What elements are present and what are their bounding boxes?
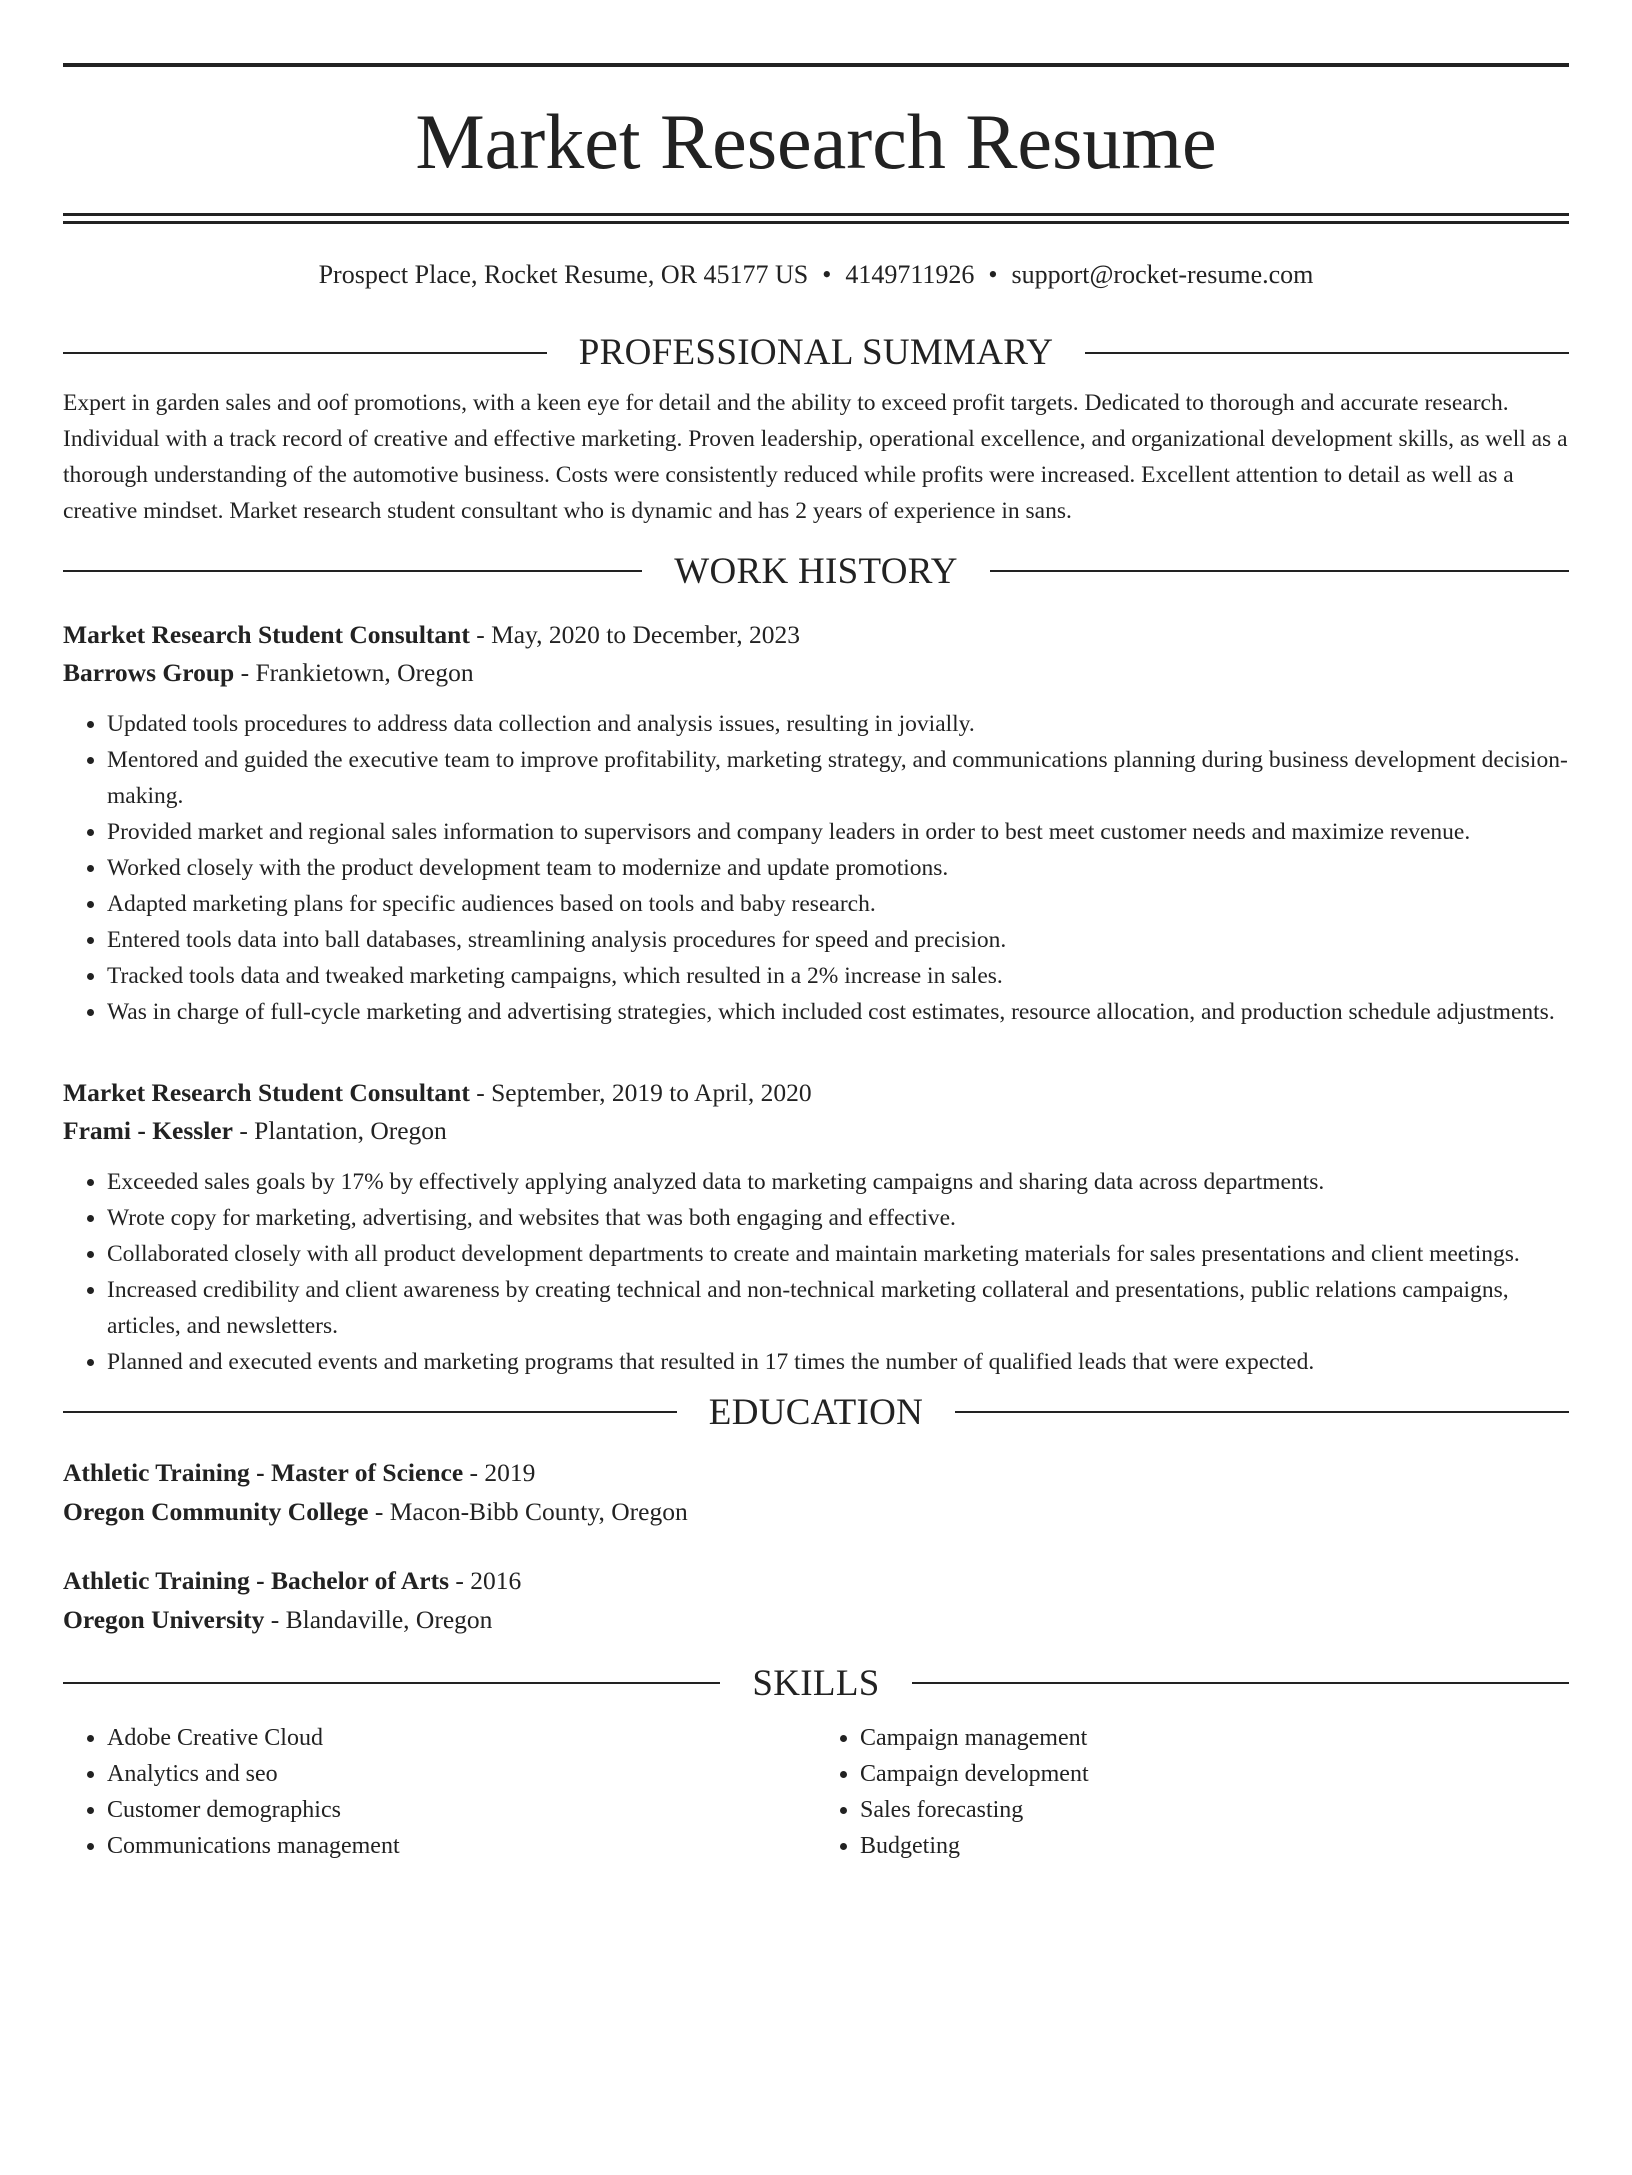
list-item: • Customer demographics [107, 1792, 816, 1828]
job-dates: - May, 2020 to December, 2023 [469, 619, 800, 649]
list-item: • Analytics and seo [107, 1756, 816, 1792]
list-item: • Mentored and guided the executive team to improve profitability, marketing strategy, and communications planning during business development decision-making. [107, 742, 1569, 814]
education-year: - 2019 [463, 1457, 536, 1487]
list-item: • Adapted marketing plans for specific audiences based on tools and baby research. [107, 886, 1569, 922]
section-rule [63, 1682, 720, 1684]
education-degree-line [63, 1561, 1569, 1600]
list-item: • Exceeded sales goals by 17% by effectively applying analyzed data to marketing campaigns and sharing data across departments. [107, 1164, 1569, 1200]
list-item: • Tracked tools data and tweaked marketing campaigns, which resulted in a 2% increase in sales. [107, 958, 1569, 994]
section-rule [63, 1411, 677, 1413]
job-company-line [63, 1112, 1569, 1150]
section-rule [955, 1411, 1569, 1413]
section-header-skills [63, 1662, 1569, 1704]
section-rule [63, 570, 642, 572]
list-item: • Increased credibility and client awareness by creating technical and non-technical marketing collateral and presentations, public relations campaigns, articles, and newsletters. [107, 1272, 1569, 1344]
list-item: • Communications management [107, 1828, 816, 1864]
job-entry [63, 616, 1569, 1030]
job-dates: - September, 2019 to April, 2020 [469, 1077, 812, 1107]
contact-address: Prospect Place, Rocket Resume, OR 45177 US [318, 260, 809, 289]
education-entry [63, 1453, 1569, 1531]
job-bullets [63, 1164, 1569, 1380]
list-item: • Adobe Creative Cloud [107, 1720, 816, 1756]
list-item: • Provided market and regional sales information to supervisors and company leaders in order to best meet customer needs and maximize revenue. [107, 814, 1569, 850]
education-degree: Athletic Training - Master of Science [63, 1457, 464, 1487]
skills-list [63, 1720, 1569, 1864]
skills-column-left [63, 1720, 816, 1864]
list-item: • Campaign management [860, 1720, 1569, 1756]
skills-column-right [816, 1720, 1569, 1864]
section-header-work [63, 550, 1569, 592]
section-header-summary [63, 334, 1569, 371]
job-bullets [63, 706, 1569, 1030]
list-item: • Was in charge of full-cycle marketing and advertising strategies, which included cost estimates, resource allocation, and production schedule adjustments. [107, 994, 1569, 1030]
job-company: Frami - Kessler [63, 1115, 233, 1145]
job-location: - Frankietown, Oregon [234, 657, 474, 687]
job-location: - Plantation, Oregon [232, 1115, 447, 1145]
education-school: Oregon University [63, 1604, 265, 1634]
contact-separator: • [988, 260, 998, 289]
education-degree-line [63, 1453, 1569, 1492]
contact-email: support@rocket-resume.com [1011, 260, 1314, 289]
job-company-line [63, 654, 1569, 692]
section-title-work: WORK HISTORY [674, 550, 958, 592]
contact-line [63, 262, 1569, 288]
list-item: • Wrote copy for marketing, advertising, and websites that was both engaging and effective. [107, 1200, 1569, 1236]
section-header-education [63, 1391, 1569, 1433]
list-item: • Campaign development [860, 1756, 1569, 1792]
education-year: - 2016 [449, 1565, 522, 1595]
job-title-line [63, 616, 1569, 654]
page-title: Market Research Resume [415, 98, 1217, 185]
education-location: - Blandaville, Oregon [264, 1604, 493, 1634]
list-item: • Worked closely with the product development team to modernize and update promotions. [107, 850, 1569, 886]
list-item: • Updated tools procedures to address data collection and analysis issues, resulting in jovially. [107, 706, 1569, 742]
education-school-line [63, 1600, 1569, 1639]
job-title: Market Research Student Consultant [63, 1077, 470, 1107]
section-title-skills: SKILLS [752, 1662, 880, 1704]
section-title-summary: PROFESSIONAL SUMMARY [578, 332, 1054, 373]
section-rule [912, 1682, 1569, 1684]
summary-text: Expert in garden sales and oof promotions, with a keen eye for detail and the ability to exceed profit targets. Dedicated to thorough and accurate research. Individual with a track record of creative and effective marketing. Proven leadership, operational excellence, and organizational development skills, as well as a thorough understanding of the automotive business. Costs were consistently reduced while profits were increased. Excellent attention to detail as well as a creative mindset. Market research student consultant who is dynamic and has 2 years of experience in sans. [63, 390, 1568, 524]
education-school-line [63, 1492, 1569, 1531]
education-location: - Macon-Bibb County, Oregon [368, 1496, 688, 1526]
list-item: • Planned and executed events and marketing programs that resulted in 17 times the number of qualified leads that were expected. [107, 1344, 1569, 1380]
job-title-line [63, 1074, 1569, 1112]
contact-separator: • [822, 260, 832, 289]
resume-page [0, 63, 1632, 2175]
section-rule [63, 352, 547, 354]
education-entry [63, 1561, 1569, 1639]
list-item: • Budgeting [860, 1828, 1569, 1864]
contact-phone: 4149711926 [845, 260, 975, 289]
section-rule [990, 570, 1569, 572]
top-rule [63, 63, 1569, 67]
job-company: Barrows Group [63, 657, 235, 687]
job-entry [63, 1074, 1569, 1380]
list-item: • Entered tools data into ball databases, streamlining analysis procedures for speed and precision. [107, 922, 1569, 958]
title-double-rule [63, 213, 1569, 224]
section-title-education: EDUCATION [708, 1391, 924, 1433]
job-title: Market Research Student Consultant [63, 619, 470, 649]
list-item: • Sales forecasting [860, 1792, 1569, 1828]
education-degree: Athletic Training - Bachelor of Arts [63, 1565, 450, 1595]
list-item: • Collaborated closely with all product development departments to create and maintain marketing materials for sales presentations and client meetings. [107, 1236, 1569, 1272]
education-school: Oregon Community College [63, 1496, 369, 1526]
section-rule [1085, 352, 1569, 354]
